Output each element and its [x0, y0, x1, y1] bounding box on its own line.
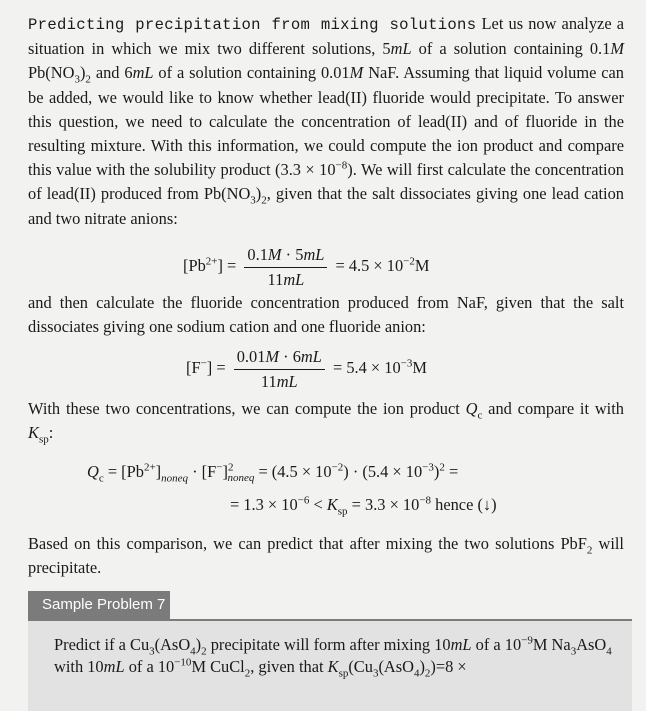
eq1-rhs: = $4.5 \times 10^{-2}M$	[335, 255, 430, 276]
eq2-fraction	[234, 346, 325, 393]
eq2-numerator: 0.01M · 6mL	[234, 346, 325, 370]
lead-concentration-equation	[183, 244, 429, 291]
eq2-denominator: 11mL	[260, 372, 298, 391]
intro-paragraph	[28, 12, 624, 231]
intro-text: Let us now analyze a situation in which we mix two different solutions, 5mL of a solution containing 0.1M $Pb(NO_3)_2$ and 6mL of a solution containing 0.01M NaF. Assuming that liquid volume can be added, we would like to know whether lead(II) fluoride would precipitate. To answer this question, we need to calculate the concentration of lead(II) and of fluoride in the resulting mixture. With this information, we could compute the ion product and compare this value with the solubility product $(3.3 \times 10^{-8})$. We will first calculate the concentration of lead(II) produced from $Pb(NO_3)_2$, given that the salt dissociates giving one lead cation and two nitrate anions:	[28, 14, 625, 228]
eq1-lhs: $[Pb^{2+}]$ =	[183, 255, 237, 276]
eq2-lhs: [F−] =	[186, 357, 226, 378]
sample-problem-text: Predict if a $Cu_3(AsO_4)_2$ precipitate will form after mixing 10mL of a $10^{-9}M$ $Na_3AsO_4$ with 10mL of a $10^{-10}M$ CuCl$_2$, given that $K_{sp}(Cu_3(AsO_4)_2)=8$ ×	[54, 634, 612, 680]
ion-product-equation-line1: $Q_c = [Pb^{2+}]_{noneq} \cdot [F^-]^2_{noneq} = (4.5 \times 10^{-2}) \cdot (5.4 \times 10^{-3})^2$ =	[87, 461, 459, 485]
eq1-fraction	[244, 244, 327, 291]
fluoride-concentration-equation	[186, 346, 427, 393]
conclusion-paragraph: Based on this comparison, we can predict that after mixing the two solutions PbF$_2$ will precipitate.	[28, 534, 624, 578]
sample-problem-label: Sample Problem 7	[28, 591, 170, 619]
eq1-denominator: 11mL	[267, 270, 305, 289]
eq2-rhs: = $5.4 \times 10^{-3}M$	[332, 357, 427, 378]
ion-product-paragraph: With these two concentrations, we can compute the ion product $Q_c$ and compare it with $K_{sp}$:	[28, 399, 624, 446]
fluoride-paragraph: and then calculate the fluoride concentration produced from NaF, given that the salt dissociates giving one sodium cation and one fluoride anion:	[28, 293, 624, 337]
ion-product-equation-line2: = $1.3 \times 10^{-6} < K_{sp} = 3.3 \times 10^{-8}$ hence (↓)	[230, 494, 497, 518]
section-heading: Predicting precipitation from mixing solutions	[28, 16, 477, 34]
eq1-numerator: 0.1M · 5mL	[244, 244, 327, 268]
